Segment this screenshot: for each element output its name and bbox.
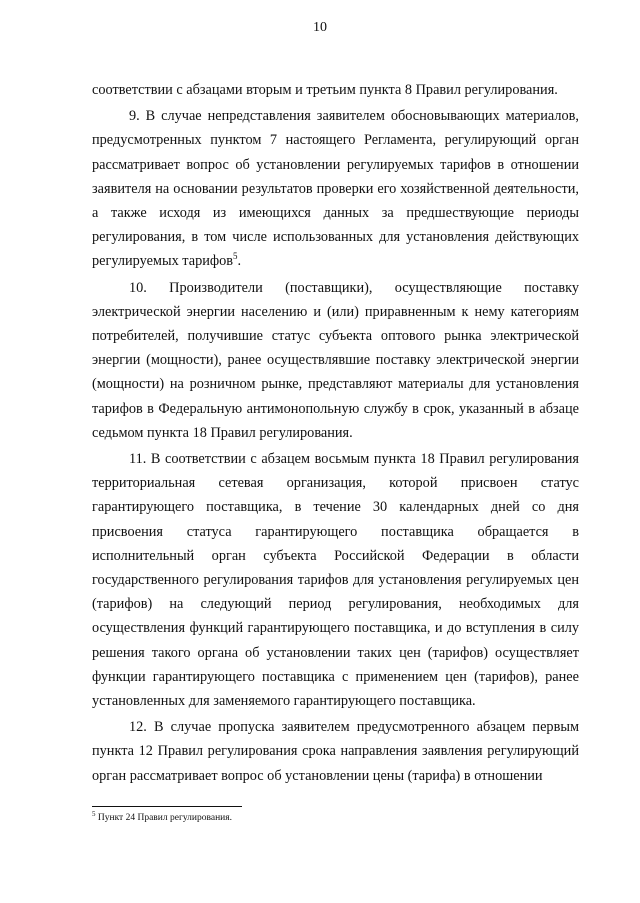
paragraph-9-end: . — [237, 253, 242, 270]
paragraph-9 — [92, 104, 579, 273]
paragraph-12: 12. В случае пропуска заявителем предусмотренного абзацем первым пункта 12 Правил регулирования срока направления заявления регулирующий орган рассматривает вопрос об установлении цены (тарифа) в отношении — [92, 719, 579, 784]
paragraph-11: 11. В соответствии с абзацем восьмым пункта 18 Правил регулирования территориальная сетевая организация, которой присвоен статус гарантирующего поставщика, в течение 30 календарных дней со дня присвоения статуса гарантирующего поставщика обращается в исполнительный орган субъекта Российской Федерации в области государственного регулирования тарифов для установления регулируемых цен (тарифов) на следующий период регулирования, необходимых для осуществления функций гарантирующего поставщика, и до вступления в силу решения такого органа об установлении таких цен (тарифов) осуществляет функции гарантирующего поставщика с применением цен (тарифов), ранее установленных для заменяемого гарантирующего поставщика. — [92, 451, 579, 710]
footnote-reference: 5 — [233, 251, 238, 262]
footnote-text: Пункт 24 Правил регулирования. — [95, 813, 232, 823]
paragraph-continuation: соответствии с абзацами вторым и третьим пункта 8 Правил регулирования. — [92, 82, 558, 98]
footnote — [92, 809, 579, 824]
document-body — [92, 78, 579, 788]
paragraph-9-text: 9. В случае непредставления заявителем обосновывающих материалов, предусмотренных пунктом 7 настоящего Регламента, регулирующий орган рассматривает вопрос об установлении регулируемых тарифов в отношении заявителя на основании результатов проверки его хозяйственной деятельности, а также исходя из имеющихся данных за предшествующие периоды регулирования, в том числе использованных для установления действующих регулируемых тарифов — [92, 108, 579, 270]
footnote-number: 5 — [92, 809, 96, 818]
page-number: 10 — [313, 20, 327, 35]
paragraph-10: 10. Производители (поставщики), осуществляющие поставку электрической энергии населению и (или) приравненным к нему категориям потребителей, получившие статус субъекта оптового рынка электрической энергии (мощности), ранее осуществлявшие поставку электрической энергии (мощности) на розничном рынке, представляют материалы для установления тарифов в Федеральную антимонопольную службу в срок, указанный в абзаце седьмом пункта 18 Правил регулирования. — [92, 279, 579, 441]
footnote-divider — [92, 806, 242, 807]
